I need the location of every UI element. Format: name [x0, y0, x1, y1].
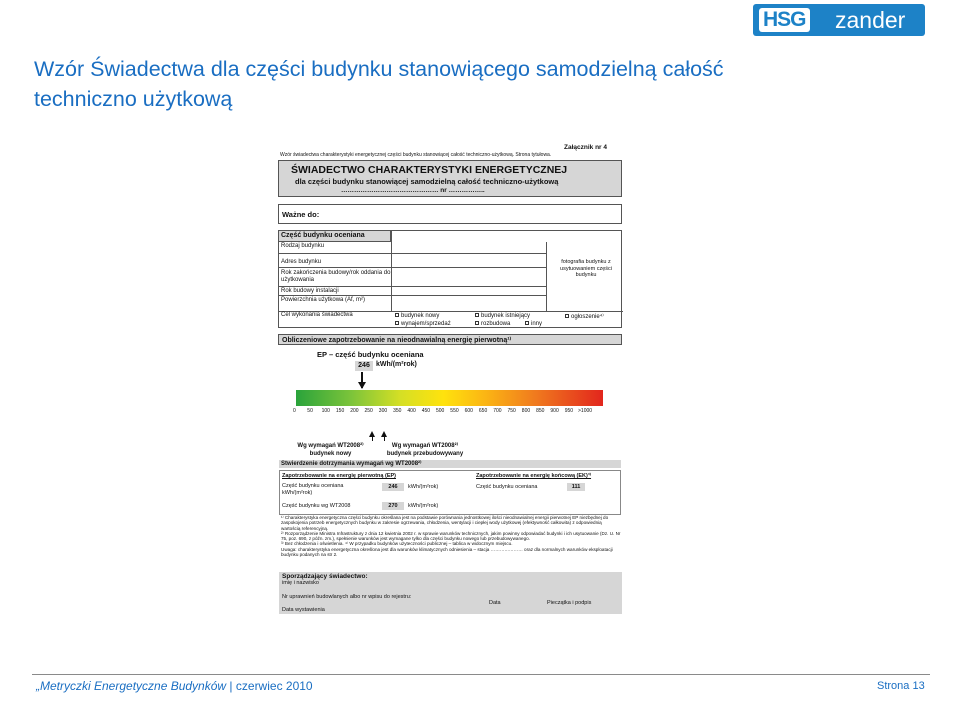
ep-row2-label: Część budynku wg WT2008 [282, 503, 351, 509]
certificate-document-image [277, 142, 623, 614]
ek-demand-header: Zapotrzebowanie na energię końcową (EK)³⁾ [476, 473, 592, 479]
ep-row2-value: 270 [382, 502, 404, 510]
page-label: Strona [877, 680, 910, 692]
scale-tick-label: >1000 [578, 408, 593, 414]
footer-separator: | [229, 679, 233, 693]
checkbox-icon [565, 314, 569, 318]
row-floor-area: Powierzchnia użytkowa (Af, m²) [281, 297, 366, 303]
row-building-type: Rodzaj budynku [281, 243, 325, 249]
req-rebuilt-label: Wg wymagań WT2008²⁾ budynek przebudowywany [386, 443, 464, 457]
scale-tick-label: 50 [307, 408, 313, 414]
ep-header-box [278, 334, 622, 345]
page-number: 13 [912, 680, 925, 692]
logo-hsg: HSG [759, 8, 810, 32]
row-purpose: Cel wykonania świadectwa [281, 312, 353, 318]
ep-arrow-icon [358, 382, 366, 389]
purpose-existing: budynek istniejący [475, 313, 530, 319]
footer-date: czerwiec 2010 [235, 679, 313, 693]
req-new-arrow-stem [372, 436, 373, 441]
photo-placeholder-label: fotografia budynku z usytuowaniem części budynku [560, 259, 612, 278]
logo-zander: zander [835, 7, 906, 33]
scale-tick-label: 350 [393, 408, 402, 414]
purpose-new: budynek nowy [395, 313, 439, 319]
compliance-header: Stwierdzenie dotrzymania wymagań wg WT2008²⁾ [281, 461, 422, 467]
row-completion-year: Rok zakończenia budowy/rok oddania do użytkowania [281, 270, 391, 283]
checkbox-icon [475, 321, 479, 325]
checkbox-icon [525, 321, 529, 325]
scale-tick-label: 750 [507, 408, 516, 414]
certificate-subtitle: dla części budynku stanowiącej samodzielną całość techniczno-użytkową [295, 177, 559, 186]
demand-table [279, 470, 621, 515]
scale-tick-label: 650 [478, 408, 488, 414]
row-address: Adres budynku [281, 259, 322, 265]
compliance-header-box [279, 460, 621, 468]
energy-scale-ticks [293, 408, 606, 416]
purpose-other: inny [525, 321, 542, 327]
req-new-label: Wg wymagań WT2008²⁾ budynek nowy [297, 443, 364, 457]
purpose-extension: rozbudowa [475, 321, 510, 327]
scale-tick-label: 400 [407, 408, 416, 414]
valid-to-box [278, 204, 622, 224]
row-installation-year: Rok budowy instalacji [281, 288, 339, 294]
certificate-title: ŚWIADECTWO CHARAKTERYSTYKI ENERGETYCZNEJ [291, 164, 568, 176]
footnote-3: ³⁾ Bez chłodzenia i oświetlenia. ⁴⁾ W przypadku budynków użyteczności publicznej – tablica w widocznym miejscu. [281, 541, 513, 547]
footer-divider [32, 674, 930, 675]
slide-title: Wzór Świadectwa dla części budynku stanowiącego samodzielną całość techniczno użytkową [34, 57, 724, 111]
author-box [279, 572, 622, 614]
ep-unit: kWh/(m²rok) [376, 361, 417, 368]
header-note: Wzór świadectwa charakterystyki energetycznej części budynku stanowiącej całość techniczno-użytkową. Strona tytułowa. [280, 152, 552, 158]
checkbox-icon [395, 321, 399, 325]
footnote-4: Uwaga: charakterystyka energetyczna określona jest dla warunków klimatycznych odniesienia – stacja ………………… oraz dla normalnych warunków eksploatacji budynku podanych na str 2. [281, 546, 613, 558]
footnotes [281, 515, 621, 571]
scale-tick-label: 100 [321, 408, 330, 414]
ep-row1-unit: kWh/(m²rok) [408, 484, 439, 490]
ep-label: EP – część budynku oceniana [317, 350, 424, 359]
scale-tick-label: 300 [378, 408, 388, 414]
scale-tick-label: 900 [550, 408, 559, 414]
author-name-label: imię i nazwisko [282, 580, 319, 586]
ep-demand-header: Zapotrzebowanie na energię pierwotną (EP) [282, 473, 396, 479]
purpose-announcement: ogłoszenie⁴⁾ [565, 313, 604, 320]
part-header: Część budynku oceniana [281, 232, 365, 239]
ep-row1-value: 246 [382, 483, 404, 491]
ek-row-value: 111 [567, 483, 585, 491]
footer-left [36, 679, 313, 693]
scale-tick-label: 550 [450, 408, 459, 414]
ep-value: 246 [355, 361, 373, 371]
title-box [278, 160, 622, 197]
certificate-number-line: ……………………………………… nr …………….. [341, 187, 485, 194]
scale-tick-label: 700 [493, 408, 502, 414]
scale-tick-label: 850 [536, 408, 545, 414]
footnote-1: ¹⁾ Charakterystyka energetyczna części budynku określana jest na podstawie porównania jednostkowej ilości nieodnawialnej energii pierwotnej EP niezbędnej do zaspokojenia potrzeb energetycznych budynku w zakresie ogrzewania, chłodzenia, wentylacji i ciepłej wody użytkowej (efektywność całkowita) z odpowiednią wartością referencyjną. [281, 515, 609, 531]
checkbox-icon [475, 313, 479, 317]
scale-tick-label: 450 [421, 408, 431, 414]
ep-row1-label: Część budynku oceniana kWh/(m²rok) [282, 483, 344, 496]
hsg-zander-logo [753, 4, 925, 36]
author-license-label: Nr uprawnień budowlanych albo nr wpisu do rejestru: [282, 594, 412, 600]
scale-tick-label: 500 [436, 408, 445, 414]
scale-tick-label: 250 [364, 408, 373, 414]
scale-tick-label: 200 [350, 408, 359, 414]
req-rebuilt-arrow-stem [384, 436, 385, 441]
stamp-label: Pieczątka i podpis [547, 600, 592, 606]
scale-tick-label: 600 [464, 408, 473, 414]
footer-title: „Metryczki Energetyczne Budynków [36, 679, 227, 693]
checkbox-icon [395, 313, 399, 317]
footer-page [877, 680, 925, 692]
energy-scale-bar [296, 390, 603, 406]
author-header: Sporządzający świadectwo: [282, 573, 368, 580]
date-label: Data [489, 600, 501, 606]
valid-to-label: Ważne do: [282, 210, 320, 219]
purpose-rent-sale: wynajem/sprzedaż [395, 321, 451, 327]
scale-tick-label: 800 [521, 408, 531, 414]
annex-label: Załącznik nr 4 [564, 144, 607, 151]
ep-header: Obliczeniowe zapotrzebowanie na nieodnawialną energię pierwotną¹⁾ [282, 337, 512, 344]
footnote-2: ²⁾ Rozporządzenie Ministra Infrastruktury z dnia 12 kwietnia 2002 r. w sprawie warunków technicznych, jakim powinny odpowiadać budynki i ich usytuowanie (Dz. U. Nr 75, poz. 690, z późn. zm.), spełnienie warunków jest wymagane tylko dla części budynku nowego lub przebudowywanego. [281, 530, 621, 542]
ep-row2-unit: kWh/(m²rok) [408, 503, 439, 509]
scale-tick-label: 950 [564, 408, 574, 414]
issue-date-label: Data wystawienia [282, 607, 325, 613]
building-part-table [278, 230, 622, 328]
ek-row-label: Część budynku oceniana [476, 484, 538, 490]
scale-tick-label: 150 [335, 408, 345, 414]
scale-tick-label: 0 [293, 408, 296, 414]
